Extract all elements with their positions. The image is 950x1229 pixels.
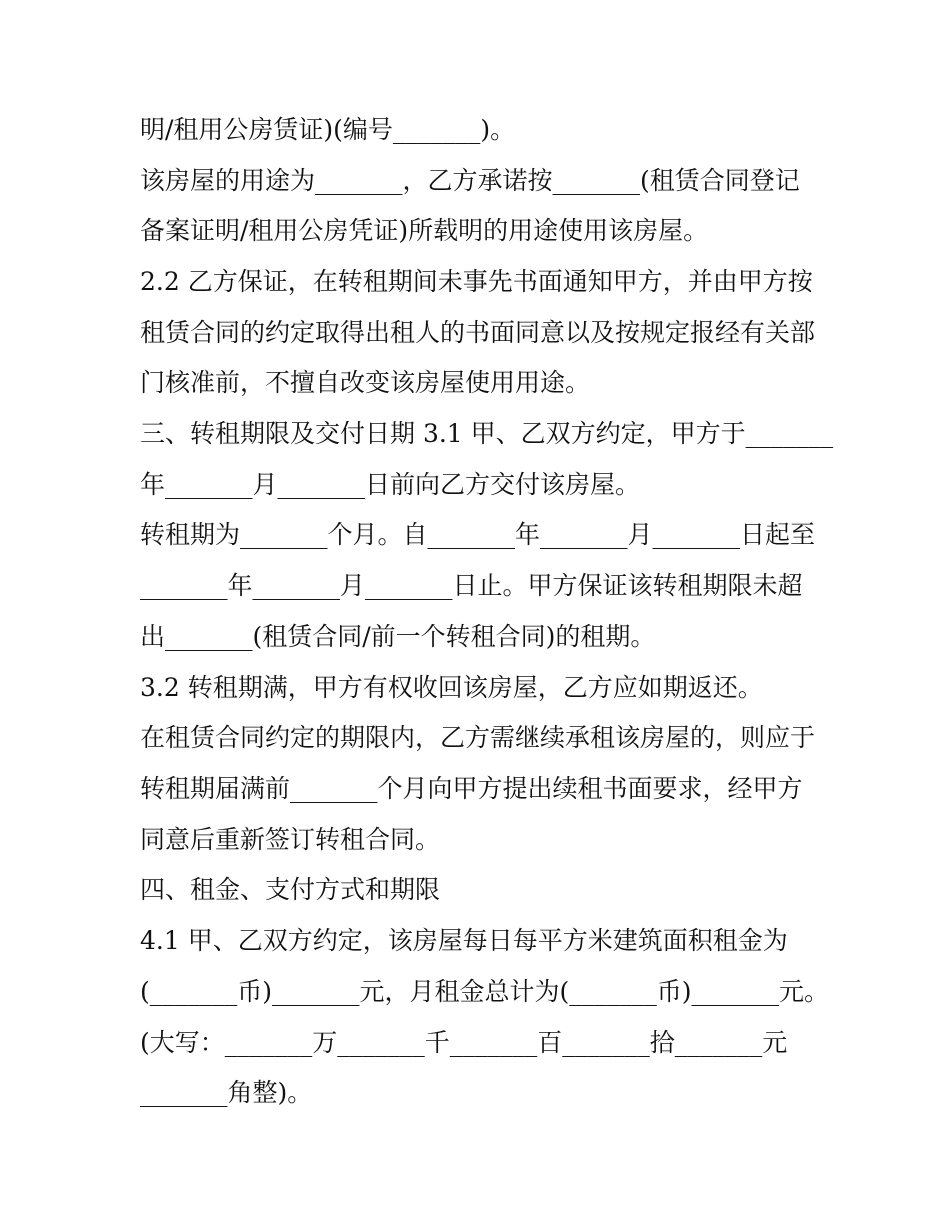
text-line-14: 转租期届满前_______个月向甲方提出续租书面要求，经甲方: [140, 774, 803, 803]
text-line-13: 在租赁合同约定的期限内，乙方需继续承租该房屋的，则应于: [140, 723, 816, 752]
text-line-8: 年_______月_______日前向乙方交付该房屋。: [140, 470, 641, 499]
text-line-20: _______角整)。: [140, 1078, 313, 1107]
text-line-1: 明/租用公房赁证)(编号_______)。: [140, 115, 516, 144]
text-line-19: (大写：_______万_______千_______百_______拾_______元: [140, 1028, 788, 1057]
text-line-3: 备案证明/租用公房凭证)所载明的用途使用该房屋。: [140, 216, 709, 245]
text-line-10: _______年_______月_______日止。甲方保证该转租期限未超: [140, 571, 803, 600]
text-line-5: 租赁合同的约定取得出租人的书面同意以及按规定报经有关部: [140, 318, 816, 347]
text-line-11: 出_______(租赁合同/前一个转租合同)的租期。: [140, 622, 656, 651]
text-line-9: 转租期为_______个月。自_______年_______月_______日起至: [140, 520, 816, 549]
text-line-16: 四、租金、支付方式和期限: [140, 875, 441, 904]
text-line-17: 4.1 甲、乙双方约定，该房屋每日每平方米建筑面积租金为: [140, 926, 788, 955]
text-line-7: 三、转租期限及交付日期 3.1 甲、乙双方约定，甲方于_______: [140, 419, 834, 448]
text-line-6: 门核准前，不擅自改变该房屋使用用途。: [140, 368, 591, 397]
text-line-18: (_______币)_______元，月租金总计为(_______币)_______元。: [140, 977, 830, 1006]
text-line-4: 2.2 乙方保证，在转租期间未事先书面通知甲方，并由甲方按: [140, 267, 813, 296]
text-line-2: 该房屋的用途为_______，乙方承诺按_______(租赁合同登记: [140, 166, 800, 195]
text-line-12: 3.2 转租期满，甲方有权收回该房屋，乙方应如期返还。: [140, 673, 763, 702]
text-line-15: 同意后重新签订转租合同。: [140, 825, 441, 854]
